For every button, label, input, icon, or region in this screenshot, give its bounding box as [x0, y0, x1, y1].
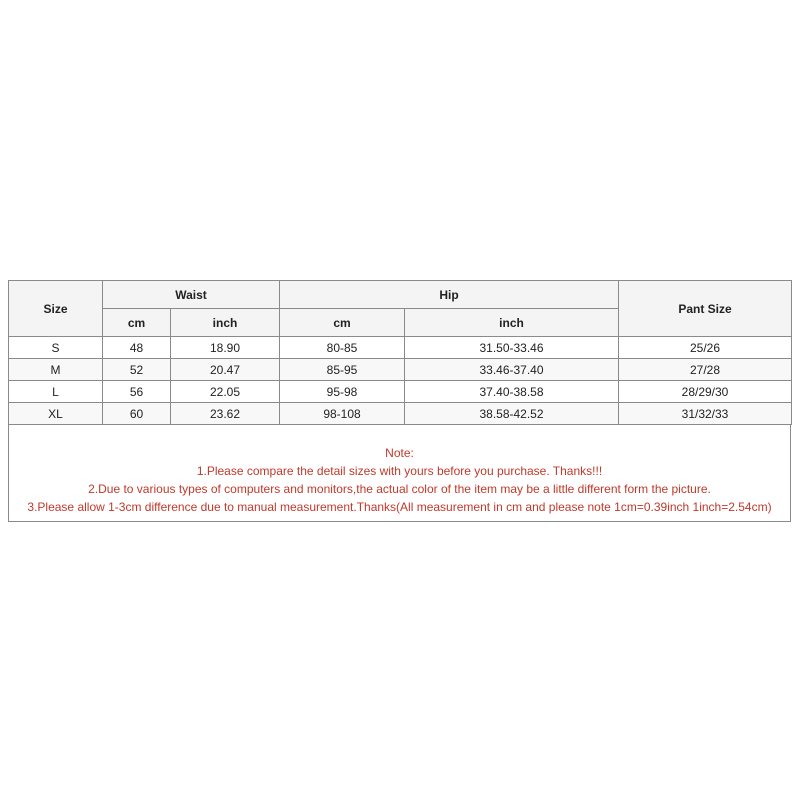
pant-size-cell: 28/29/30 — [619, 381, 792, 403]
hip-inch-cell: 31.50-33.46 — [405, 337, 619, 359]
hip-cm-cell: 98-108 — [280, 403, 405, 425]
hip-header: Hip — [280, 281, 619, 309]
header-row-main — [9, 281, 792, 309]
waist-cm-cell: 52 — [103, 359, 171, 381]
table-row — [9, 337, 792, 359]
table-row — [9, 403, 792, 425]
hip-cm-header: cm — [280, 309, 405, 337]
waist-cm-cell: 60 — [103, 403, 171, 425]
note-line-2: 2.Due to various types of computers and monitors,the actual color of the item may be a little different form the picture. — [88, 482, 711, 496]
note-line-3: 3.Please allow 1-3cm difference due to manual measurement.Thanks(All measurement in cm and please note 1cm=0.39inch 1inch=2.54cm) — [27, 500, 772, 514]
notes-box — [8, 425, 791, 522]
size-chart — [8, 280, 792, 522]
waist-inch-cell: 18.90 — [171, 337, 280, 359]
waist-cm-header: cm — [103, 309, 171, 337]
hip-inch-cell: 38.58-42.52 — [405, 403, 619, 425]
note-line-1: 1.Please compare the detail sizes with yours before you purchase. Thanks!!! — [196, 464, 603, 478]
hip-inch-cell: 33.46-37.40 — [405, 359, 619, 381]
note-title: Note: — [385, 446, 414, 460]
hip-cm-cell: 85-95 — [280, 359, 405, 381]
size-cell: S — [9, 337, 103, 359]
waist-inch-header: inch — [171, 309, 280, 337]
pant-size-cell: 31/32/33 — [619, 403, 792, 425]
pant-size-cell: 25/26 — [619, 337, 792, 359]
size-header: Size — [9, 281, 103, 337]
table-row — [9, 359, 792, 381]
pant-size-cell: 27/28 — [619, 359, 792, 381]
waist-cm-cell: 48 — [103, 337, 171, 359]
size-table — [8, 280, 792, 425]
waist-inch-cell: 23.62 — [171, 403, 280, 425]
hip-inch-cell: 37.40-38.58 — [405, 381, 619, 403]
waist-header: Waist — [103, 281, 280, 309]
table-row — [9, 381, 792, 403]
waist-cm-cell: 56 — [103, 381, 171, 403]
size-cell: L — [9, 381, 103, 403]
size-cell: M — [9, 359, 103, 381]
hip-inch-header: inch — [405, 309, 619, 337]
hip-cm-cell: 95-98 — [280, 381, 405, 403]
hip-cm-cell: 80-85 — [280, 337, 405, 359]
waist-inch-cell: 22.05 — [171, 381, 280, 403]
size-cell: XL — [9, 403, 103, 425]
pant-size-header: Pant Size — [619, 281, 792, 337]
waist-inch-cell: 20.47 — [171, 359, 280, 381]
